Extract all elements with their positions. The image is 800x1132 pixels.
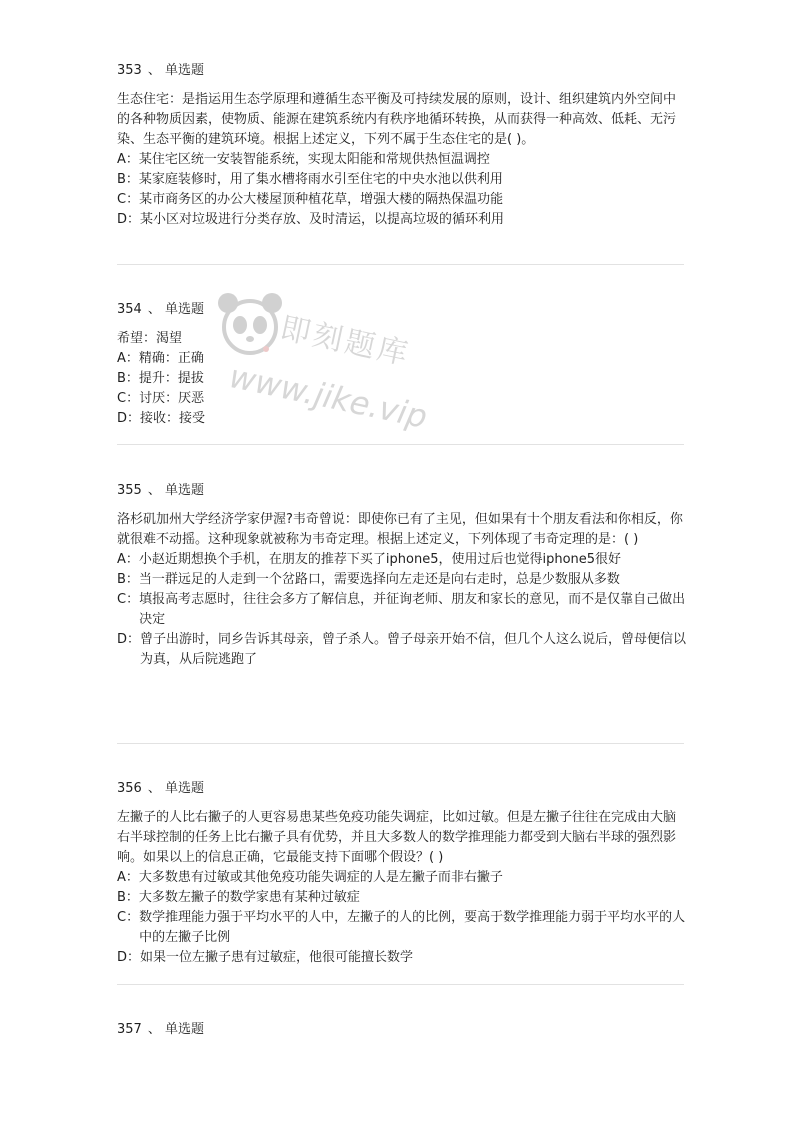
option-b[interactable] [117,888,687,908]
option-text: 如果一位左撇子患有过敏症，他很可能擅长数学 [140,950,414,965]
option-text: 某小区对垃圾进行分类存放、及时清运，以提高垃圾的循环利用 [140,212,505,227]
question-header [117,1021,687,1039]
question-stem: 生态住宅：是指运用生态学原理和遵循生态平衡及可持续发展的原则，设计、组织建筑内外空间中的各种物质因素，使物质、能源在建筑系统内有秩序地循环转换，从而获得一种高效、低耗、无污染、生态平衡的建筑环境。根据上述定义，下列不属于生态住宅的是( )。 [117,92,677,147]
option-letter: D： [117,411,141,426]
option-letter: C： [117,391,140,406]
question-355 [117,482,687,670]
question-separator: 、 [147,1022,161,1037]
question-type: 单选题 [164,302,204,317]
question-number: 353 [117,63,142,78]
question-number: 356 [117,781,142,796]
option-text: 讨厌：厌恶 [139,391,205,406]
option-a[interactable] [117,868,687,888]
option-letter: A： [117,870,139,885]
question-divider [117,743,684,744]
option-text: 当一群远足的人走到一个岔路口，需要选择向左走还是向右走时，总是少数服从多数 [138,572,620,587]
question-divider [117,264,684,265]
option-c[interactable] [117,590,687,630]
question-separator: 、 [147,781,161,796]
option-c[interactable] [117,908,687,948]
question-divider [117,984,684,985]
option-d[interactable] [117,409,687,429]
question-header [117,62,687,80]
option-text: 接收：接受 [140,411,206,426]
option-d[interactable] [117,948,687,968]
option-letter: B： [117,371,139,386]
option-text: 某市商务区的办公大楼屋顶种植花草，增强大楼的隔热保温功能 [139,192,504,207]
question-stem: 希望：渴望 [117,331,183,346]
watermark-brand: 即刻题库 [277,310,414,373]
option-text: 精确：正确 [138,351,204,366]
option-letter: D： [117,950,141,965]
option-letter: B： [117,572,139,587]
option-letter: C： [117,192,140,207]
option-b[interactable] [117,570,687,590]
option-d[interactable] [117,210,687,230]
option-text: 小赵近期想换个手机，在朋友的推荐下买了iphone5，使用过后也觉得iphone5很好 [138,552,622,567]
option-letter: D： [117,632,141,647]
question-353 [117,62,687,230]
question-number: 355 [117,483,142,498]
option-text: 填报高考志愿时，往往会多方了解信息，并征询老师、朋友和家长的意见，而不是仅靠自己做出决定 [139,592,686,627]
option-a[interactable] [117,150,687,170]
option-b[interactable] [117,170,687,190]
question-header [117,482,687,500]
watermark-url: www.jike.vip [226,357,431,436]
option-c[interactable] [117,389,687,409]
question-header [117,780,687,798]
question-type: 单选题 [164,1022,204,1037]
question-stem: 左撇子的人比右撇子的人更容易患某些免疫功能失调症，比如过敏。但是左撇子往往在完成由大脑右半球控制的任务上比右撇子具有优势，并且大多数人的数学推理能力都受到大脑右半球的强烈影响。如果以上的信息正确，它最能支持下面哪个假设？( ) [117,810,677,865]
option-c[interactable] [117,190,687,210]
question-number: 354 [117,302,142,317]
question-separator: 、 [147,302,161,317]
option-letter: B： [117,172,139,187]
question-separator: 、 [147,483,161,498]
question-separator: 、 [147,63,161,78]
option-letter: C： [117,592,140,607]
option-letter: B： [117,890,139,905]
question-357 [117,1021,687,1049]
option-letter: A： [117,552,139,567]
question-number: 357 [117,1022,142,1037]
option-letter: A： [117,351,139,366]
question-type: 单选题 [164,63,204,78]
option-a[interactable] [117,550,687,570]
option-text: 曾子出游时，同乡告诉其母亲，曾子杀人。曾子母亲开始不信，但几个人这么说后，曾母便信以为真，从后院逃跑了 [140,632,687,667]
option-text: 数学推理能力强于平均水平的人中，左撇子的人的比例，要高于数学推理能力弱于平均水平的人中的左撇子比例 [139,910,686,945]
option-text: 提升：提拔 [138,371,204,386]
question-356 [117,780,687,968]
option-b[interactable] [117,369,687,389]
option-text: 大多数左撇子的数学家患有某种过敏症 [138,890,360,905]
option-text: 某住宅区统一安装智能系统，实现太阳能和常规供热恒温调控 [138,152,490,167]
question-type: 单选题 [164,483,204,498]
option-d[interactable] [117,630,687,670]
option-text: 大多数患有过敏或其他免疫功能失调症的人是左撇子而非右撇子 [138,870,503,885]
question-header [117,301,687,319]
option-letter: A： [117,152,139,167]
question-divider [117,444,684,445]
option-letter: D： [117,212,141,227]
option-a[interactable] [117,349,687,369]
option-letter: C： [117,910,140,925]
question-stem: 洛杉矶加州大学经济学家伊渥?韦奇曾说：即使你已有了主见，但如果有十个朋友看法和你相反，你就很难不动摇。这种现象就被称为韦奇定理。根据上述定义，下列体现了韦奇定理的是：( ) [117,512,683,547]
question-type: 单选题 [164,781,204,796]
option-text: 某家庭装修时，用了集水槽将雨水引至住宅的中央水池以供利用 [138,172,503,187]
question-354 [117,301,687,429]
